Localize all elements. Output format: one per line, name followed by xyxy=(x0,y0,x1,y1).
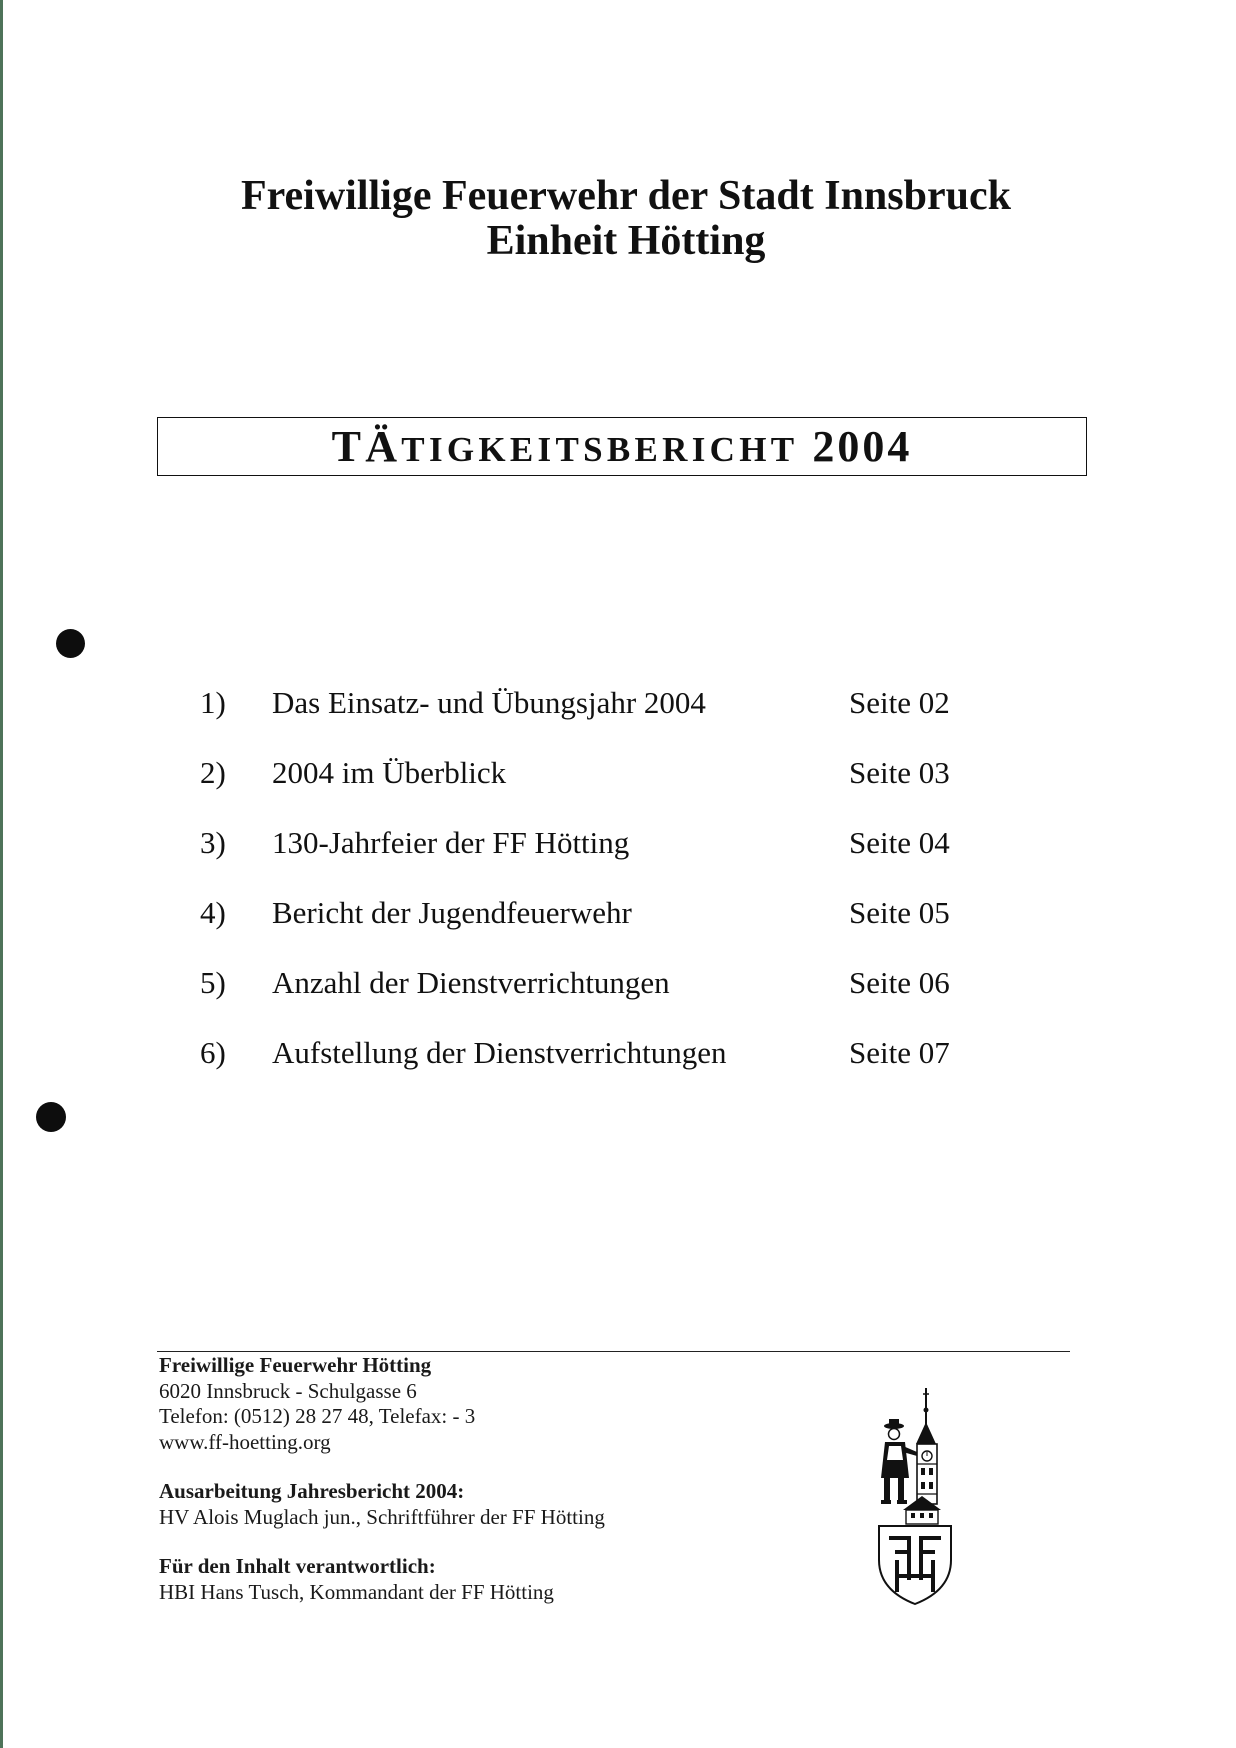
footer xyxy=(159,1353,605,1605)
toc-item xyxy=(0,668,1236,738)
footer-contact xyxy=(159,1353,605,1455)
footer-address: 6020 Innsbruck - Schulgasse 6 xyxy=(159,1378,417,1403)
toc-item xyxy=(0,1018,1236,1088)
toc-title: Bericht der Jugendfeuerwehr xyxy=(272,895,632,930)
footer-prepared-by xyxy=(159,1479,605,1530)
logo xyxy=(873,1386,957,1606)
toc-number: 1) xyxy=(200,685,226,720)
toc-number: 6) xyxy=(200,1035,226,1070)
toc-page: Seite 04 xyxy=(849,825,950,860)
toc-page: Seite 06 xyxy=(849,965,950,1000)
report-title-year: 2004 xyxy=(798,422,913,471)
responsible-label: Für den Inhalt verantwortlich: xyxy=(159,1554,436,1578)
toc-item xyxy=(0,878,1236,948)
prepared-by-label: Ausarbeitung Jahresbericht 2004: xyxy=(159,1479,465,1503)
report-title-smallcaps: TIGKEITSBERICHT xyxy=(401,430,799,469)
title-unit: Einheit Hötting xyxy=(486,218,766,264)
report-title-initials: TÄ xyxy=(331,422,402,471)
toc-title: Das Einsatz- und Übungsjahr 2004 xyxy=(272,685,706,720)
report-title-box xyxy=(157,417,1087,476)
toc-title: Aufstellung der Dienstverrichtungen xyxy=(272,1035,727,1070)
toc-item xyxy=(0,808,1236,878)
responsible-name: HBI Hans Tusch, Kommandant der FF Hötting xyxy=(159,1579,554,1604)
footer-divider xyxy=(157,1351,1070,1352)
toc-title: 2004 im Überblick xyxy=(272,755,507,790)
punch-hole xyxy=(56,629,85,658)
prepared-by-name: HV Alois Muglach jun., Schriftführer der FF Hötting xyxy=(159,1504,605,1529)
toc-item xyxy=(0,738,1236,808)
toc-number: 3) xyxy=(200,825,226,860)
title-organization: Freiwillige Feuerwehr der Stadt Innsbruck xyxy=(241,173,1011,219)
footer-organization: Freiwillige Feuerwehr Hötting xyxy=(159,1353,432,1377)
punch-hole xyxy=(36,1102,66,1132)
report-title xyxy=(158,418,1086,475)
footer-responsible xyxy=(159,1554,605,1605)
toc-number: 4) xyxy=(200,895,226,930)
table-of-contents xyxy=(0,668,1236,1088)
toc-item xyxy=(0,948,1236,1018)
footer-phone: Telefon: (0512) 28 27 48, Telefax: - 3 xyxy=(159,1404,476,1428)
toc-number: 2) xyxy=(200,755,226,790)
footer-website: www.ff-hoetting.org xyxy=(159,1429,331,1454)
toc-page: Seite 05 xyxy=(849,895,950,930)
ff-hoetting-emblem-icon xyxy=(873,1386,957,1606)
toc-page: Seite 07 xyxy=(849,1035,950,1070)
toc-title: 130-Jahrfeier der FF Hötting xyxy=(272,825,630,860)
toc-page: Seite 03 xyxy=(849,755,950,790)
toc-page: Seite 02 xyxy=(849,685,950,720)
page-title xyxy=(16,174,1236,264)
toc-number: 5) xyxy=(200,965,226,1000)
toc-title: Anzahl der Dienstverrichtungen xyxy=(272,965,670,1000)
